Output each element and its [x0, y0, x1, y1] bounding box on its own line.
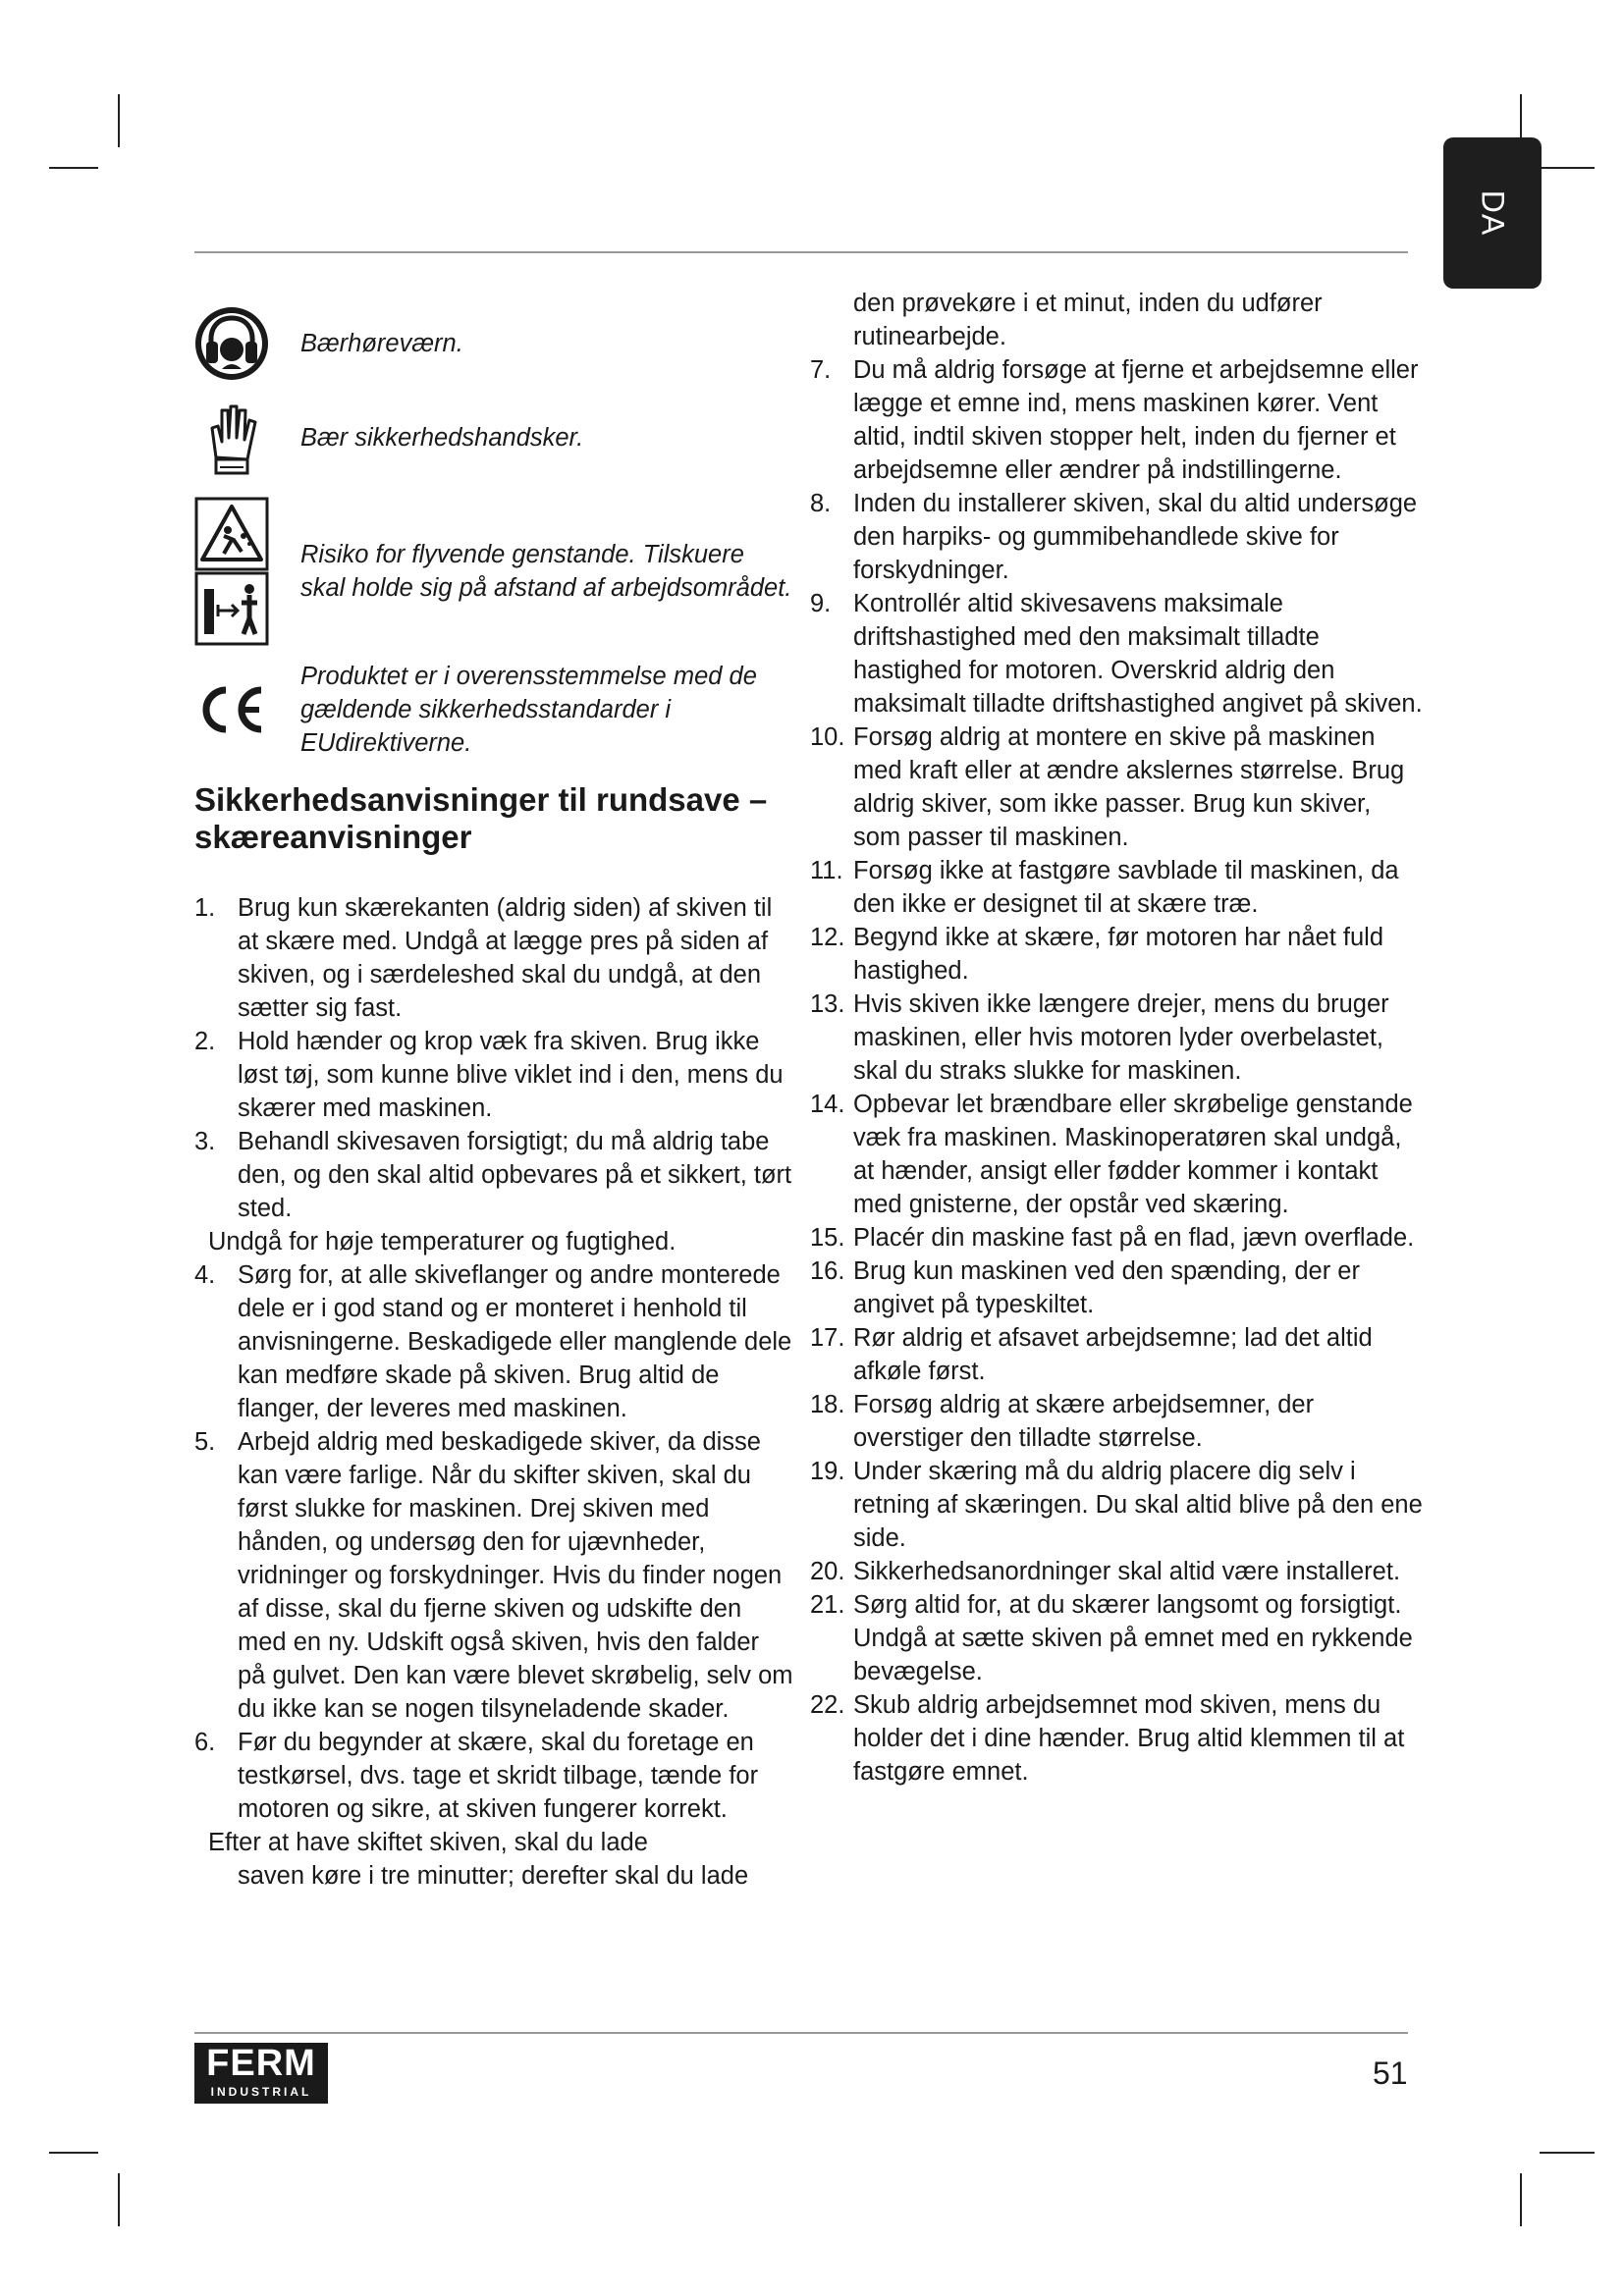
top-rule — [194, 251, 1408, 253]
list-note: saven køre i tre minutter; derefter skal du lade — [238, 1862, 749, 1890]
list-item: 20. Sikkerhedsanordninger skal altid være installeret. — [810, 1558, 1401, 1585]
icon-text-gloves: Bær sikkerhedshandsker. — [300, 424, 584, 452]
list-note: Efter at have skiftet skiven, skal du lade — [208, 1829, 648, 1856]
list-item: 13. Hvis skiven ikke længere drejer, mens du bruger maskinen, eller hvis motoren lyder overbelastet, skal du straks slukke for maskinen. — [810, 990, 1389, 1085]
icon-text-ce-mark: Produktet er i overensstemmelse med de gældende sikkerhedsstandarder i EUdirektiverne. — [300, 663, 757, 757]
ferm-logo — [194, 2043, 328, 2104]
list-item: 9. Kontrollér altid skivesavens maksimale driftshastighed med den maksimalt tilladte hastighed for motoren. Overskrid aldrig den maksimalt tilladte driftshastighed angivet på skiven. — [810, 590, 1423, 718]
icon-text-ear-protection: Bærhøreværn. — [300, 330, 463, 357]
list-item: 22. Skub aldrig arbejdsemnet mod skiven, mens du holder det i dine hænder. Brug altid klemmen til at fastgøre emnet. — [810, 1691, 1405, 1786]
list-item: 10. Forsøg aldrig at montere en skive på maskinen med kraft eller at ændre akslernes størrelse. Brug aldrig skiver, som ikke passer. Brug kun skiver, som passer til maskinen. — [810, 723, 1405, 851]
icon-row-ce-mark — [194, 660, 793, 760]
list-item: 7. Du må aldrig forsøge at fjerne et arbejdsemne eller lægge et emne ind, mens maskinen kører. Vent altid, indtil skiven stopper helt, inden du fjerner et arbejdsemne eller ændrer på indstillingerne. — [810, 356, 1419, 484]
icon-text-flying-objects: Risiko for flyvende genstande. Tilskuere skal holde sig på afstand af arbejdsområdet. — [300, 541, 792, 602]
logo-main-text: FERM — [206, 2043, 316, 2084]
list-item: 1. Brug kun skærekanten (aldrig siden) af skiven til at skære med. Undgå at lægge pres på siden af skiven, og i særdeleshed skal du undgå, at den sætter sig fast. — [194, 894, 773, 1022]
list-item: 18. Forsøg aldrig at skære arbejdsemner, der overstiger den tilladte størrelse. — [810, 1391, 1315, 1452]
crop-mark — [1520, 2173, 1522, 2226]
section-heading: Sikkerhedsanvisninger til rundsave – skæreanvisninger — [194, 781, 768, 855]
ear-protection-icon — [194, 306, 269, 381]
icon-row-gloves — [194, 399, 793, 477]
list-item: 14. Opbevar let brændbare eller skrøbelige genstande væk fra maskinen. Maskinoperatøren skal undgå, at hænder, ansigt eller fødder kommer i kontakt med gnisterne, der opstår ved skæring. — [810, 1091, 1413, 1218]
list-item: 11. Forsøg ikke at fastgøre savblade til maskinen, da den ikke er designet til at skære træ. — [810, 857, 1399, 918]
instruction-list-right — [810, 353, 1424, 1789]
language-tab-label: DA — [1475, 189, 1511, 237]
list-item: 21. Sørg altid for, at du skærer langsomt og forsigtigt. Undgå at sætte skiven på emnet med en rykkende bevægelse. — [810, 1591, 1413, 1685]
list-item: 8. Inden du installerer skiven, skal du altid undersøge den harpiks- og gummibehandlede skive for forskydninger. — [810, 490, 1418, 584]
instruction-list-left — [194, 891, 793, 1893]
list-item: 3. Behandl skivesaven forsigtigt; du må aldrig tabe den, og den skal altid opbevares på et sikkert, tørt sted. — [194, 1128, 792, 1222]
list-item: 4. Sørg for, at alle skiveflanger og andre monterede dele er i god stand og er monteret i henhold til anvisningerne. Beskadigede eller manglende dele kan medføre skade på skiven. Brug altid de flanger, der leveres med maskinen. — [194, 1261, 792, 1422]
crop-mark — [1540, 167, 1595, 169]
left-column — [194, 306, 793, 1893]
list-item: 15. Placér din maskine fast på en flad, jævn overflade. — [810, 1224, 1415, 1252]
icon-row-ear-protection — [194, 306, 793, 381]
list-note: Undgå for høje temperaturer og fugtighed. — [208, 1228, 677, 1255]
language-tab — [1443, 137, 1542, 289]
safety-gloves-icon — [194, 399, 269, 477]
page-number: 51 — [1373, 2056, 1408, 2091]
crop-mark — [49, 167, 98, 169]
crop-mark — [118, 2173, 120, 2226]
list-item: 17. Rør aldrig et afsavet arbejdsemne; lad det altid afkøle først. — [810, 1324, 1373, 1385]
list-item: 19. Under skæring må du aldrig placere dig selv i retning af skæringen. Du skal altid blive på den ene side. — [810, 1458, 1423, 1552]
ce-mark-icon — [194, 682, 269, 737]
crop-mark — [49, 2152, 98, 2154]
flying-objects-warning-icon — [194, 497, 269, 646]
list-item: 12. Begynd ikke at skære, før motoren har nået fuld hastighed. — [810, 924, 1384, 985]
list-continuation: den prøvekøre i et minut, inden du udfører rutinearbejde. — [853, 290, 1323, 350]
bottom-rule — [194, 2032, 1408, 2034]
crop-mark — [118, 94, 120, 147]
list-item: 6. Før du begynder at skære, skal du foretage en testkørsel, dvs. tage et skridt tilbage, tænde for motoren og sikre, at skiven fungerer korrekt. — [194, 1729, 759, 1823]
list-item: 2. Hold hænder og krop væk fra skiven. Brug ikke løst tøj, som kunne blive viklet ind i den, mens du skærer med maskinen. — [194, 1028, 784, 1122]
list-item: 5. Arbejd aldrig med beskadigede skiver, da disse kan være farlige. Når du skifter skiven, skal du først slukke for maskinen. Drej skiven med hånden, og undersøg den for ujævnheder, vridninger og forskydninger. Hvis du finder nogen af disse, skal du fjerne skiven og udskifte den med en ny. Udskift også skiven, hvis den falder på gulvet. Den kan være blevet skrøbelig, selv om du ikke kan se nogen tilsyneladende skader. — [194, 1428, 793, 1723]
icon-row-flying-objects — [194, 497, 793, 646]
crop-mark — [1540, 2152, 1595, 2154]
logo-sub-text: INDUSTRIAL — [210, 2085, 312, 2099]
list-item: 16. Brug kun maskinen ved den spænding, der er angivet på typeskiltet. — [810, 1257, 1360, 1318]
right-column — [810, 287, 1424, 1789]
